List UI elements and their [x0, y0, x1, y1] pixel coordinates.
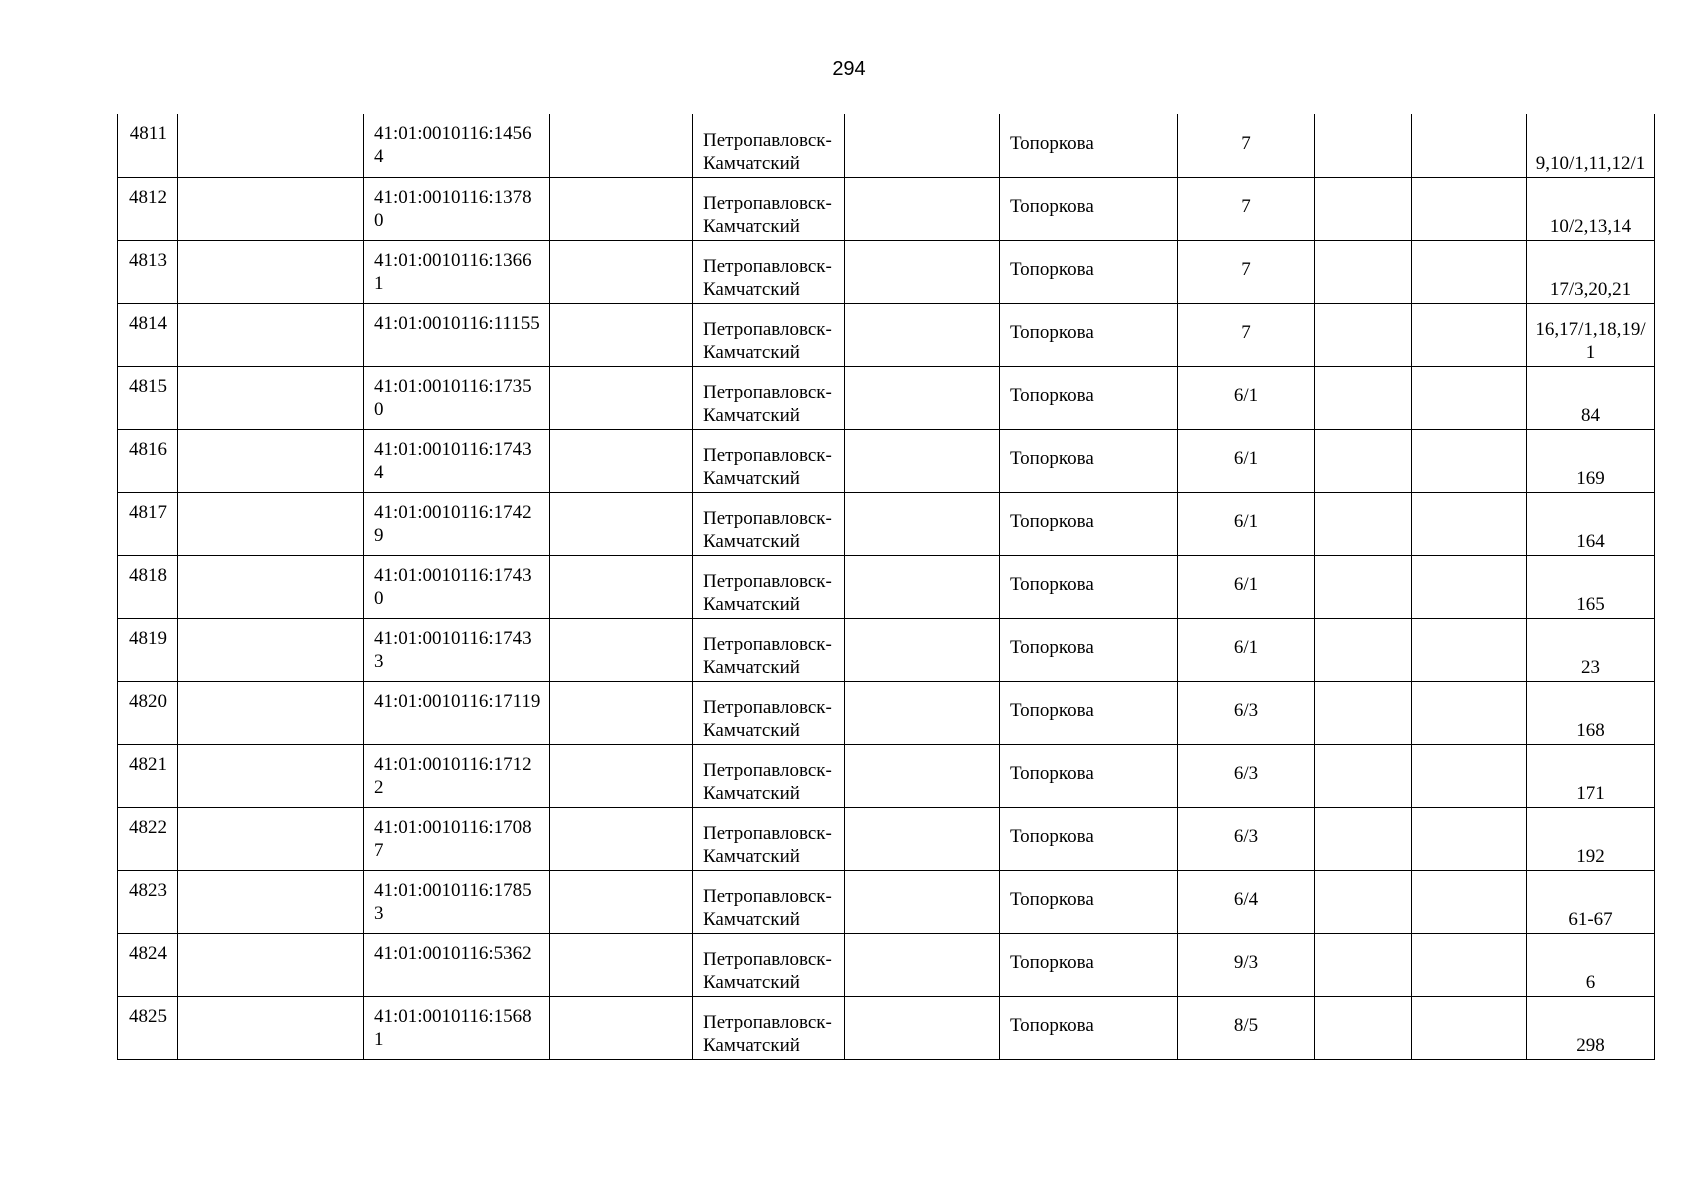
flat-numbers-cell: 9,10/1,11,12/1	[1527, 114, 1655, 177]
cadastral-number-cell: 41:01:0010116:17853	[364, 870, 550, 933]
city-cell: Петропавловск-Камчатский	[693, 807, 845, 870]
empty-cell	[1412, 240, 1527, 303]
empty-cell	[178, 744, 364, 807]
empty-cell	[550, 492, 693, 555]
empty-cell	[178, 681, 364, 744]
empty-cell	[1315, 996, 1412, 1059]
flat-numbers-cell: 84	[1527, 366, 1655, 429]
table-row	[118, 177, 1655, 240]
empty-cell	[1315, 681, 1412, 744]
row-number-cell: 4823	[118, 870, 178, 933]
empty-cell	[178, 492, 364, 555]
flat-numbers-cell: 192	[1527, 807, 1655, 870]
empty-cell	[178, 807, 364, 870]
empty-cell	[550, 555, 693, 618]
empty-cell	[1315, 177, 1412, 240]
empty-cell	[550, 681, 693, 744]
city-cell: Петропавловск-Камчатский	[693, 933, 845, 996]
empty-cell	[1412, 807, 1527, 870]
street-cell: Топоркова	[1000, 744, 1178, 807]
empty-cell	[845, 996, 1000, 1059]
house-number-cell: 6/1	[1178, 429, 1315, 492]
house-number-cell: 6/1	[1178, 492, 1315, 555]
street-cell: Топоркова	[1000, 114, 1178, 177]
empty-cell	[1412, 744, 1527, 807]
cadastral-number-cell: 41:01:0010116:17122	[364, 744, 550, 807]
cadastral-number-cell: 41:01:0010116:17433	[364, 618, 550, 681]
city-cell: Петропавловск-Камчатский	[693, 114, 845, 177]
empty-cell	[550, 366, 693, 429]
flat-numbers-cell: 16,17/1,18,19/1	[1527, 303, 1655, 366]
street-cell: Топоркова	[1000, 240, 1178, 303]
house-number-cell: 7	[1178, 303, 1315, 366]
row-number-cell: 4811	[118, 114, 178, 177]
city-cell: Петропавловск-Камчатский	[693, 681, 845, 744]
empty-cell	[1412, 870, 1527, 933]
empty-cell	[550, 870, 693, 933]
city-cell: Петропавловск-Камчатский	[693, 618, 845, 681]
empty-cell	[178, 429, 364, 492]
empty-cell	[1412, 492, 1527, 555]
empty-cell	[1412, 366, 1527, 429]
registry-table	[117, 114, 1655, 1060]
city-cell: Петропавловск-Камчатский	[693, 303, 845, 366]
empty-cell	[178, 303, 364, 366]
empty-cell	[1315, 933, 1412, 996]
empty-cell	[845, 240, 1000, 303]
street-cell: Топоркова	[1000, 303, 1178, 366]
empty-cell	[178, 870, 364, 933]
empty-cell	[178, 996, 364, 1059]
empty-cell	[1412, 177, 1527, 240]
empty-cell	[845, 177, 1000, 240]
cadastral-number-cell: 41:01:0010116:14564	[364, 114, 550, 177]
empty-cell	[1315, 240, 1412, 303]
empty-cell	[178, 114, 364, 177]
page-number: 294	[832, 58, 866, 80]
house-number-cell: 7	[1178, 177, 1315, 240]
table-row	[118, 807, 1655, 870]
table-row	[118, 429, 1655, 492]
flat-numbers-cell: 10/2,13,14	[1527, 177, 1655, 240]
row-number-cell: 4822	[118, 807, 178, 870]
cadastral-number-cell: 41:01:0010116:11155	[364, 303, 550, 366]
empty-cell	[845, 933, 1000, 996]
cadastral-number-cell: 41:01:0010116:17429	[364, 492, 550, 555]
street-cell: Топоркова	[1000, 933, 1178, 996]
empty-cell	[845, 303, 1000, 366]
row-number-cell: 4825	[118, 996, 178, 1059]
flat-numbers-cell: 61-67	[1527, 870, 1655, 933]
cadastral-number-cell: 41:01:0010116:13661	[364, 240, 550, 303]
empty-cell	[550, 114, 693, 177]
table-row	[118, 492, 1655, 555]
house-number-cell: 8/5	[1178, 996, 1315, 1059]
empty-cell	[845, 744, 1000, 807]
empty-cell	[845, 681, 1000, 744]
cadastral-number-cell: 41:01:0010116:13780	[364, 177, 550, 240]
house-number-cell: 6/1	[1178, 618, 1315, 681]
empty-cell	[1412, 933, 1527, 996]
cadastral-number-cell: 41:01:0010116:17434	[364, 429, 550, 492]
city-cell: Петропавловск-Камчатский	[693, 492, 845, 555]
empty-cell	[845, 114, 1000, 177]
flat-numbers-cell: 171	[1527, 744, 1655, 807]
empty-cell	[178, 366, 364, 429]
empty-cell	[845, 366, 1000, 429]
empty-cell	[1412, 618, 1527, 681]
table-row	[118, 933, 1655, 996]
flat-numbers-cell: 298	[1527, 996, 1655, 1059]
cadastral-number-cell: 41:01:0010116:5362	[364, 933, 550, 996]
row-number-cell: 4819	[118, 618, 178, 681]
house-number-cell: 6/1	[1178, 366, 1315, 429]
empty-cell	[845, 807, 1000, 870]
row-number-cell: 4814	[118, 303, 178, 366]
street-cell: Топоркова	[1000, 870, 1178, 933]
empty-cell	[178, 555, 364, 618]
flat-numbers-cell: 169	[1527, 429, 1655, 492]
street-cell: Топоркова	[1000, 618, 1178, 681]
street-cell: Топоркова	[1000, 492, 1178, 555]
row-number-cell: 4821	[118, 744, 178, 807]
empty-cell	[178, 933, 364, 996]
city-cell: Петропавловск-Камчатский	[693, 555, 845, 618]
empty-cell	[1315, 303, 1412, 366]
row-number-cell: 4824	[118, 933, 178, 996]
empty-cell	[1412, 303, 1527, 366]
empty-cell	[1412, 681, 1527, 744]
empty-cell	[550, 618, 693, 681]
cadastral-number-cell: 41:01:0010116:15681	[364, 996, 550, 1059]
table-row	[118, 555, 1655, 618]
house-number-cell: 6/3	[1178, 744, 1315, 807]
table-row	[118, 996, 1655, 1059]
street-cell: Топоркова	[1000, 366, 1178, 429]
empty-cell	[550, 429, 693, 492]
city-cell: Петропавловск-Камчатский	[693, 870, 845, 933]
empty-cell	[845, 618, 1000, 681]
table-row	[118, 114, 1655, 177]
flat-numbers-cell: 164	[1527, 492, 1655, 555]
flat-numbers-cell: 6	[1527, 933, 1655, 996]
cadastral-number-cell: 41:01:0010116:17119	[364, 681, 550, 744]
row-number-cell: 4813	[118, 240, 178, 303]
street-cell: Топоркова	[1000, 996, 1178, 1059]
cadastral-number-cell: 41:01:0010116:17350	[364, 366, 550, 429]
empty-cell	[845, 555, 1000, 618]
table-row	[118, 366, 1655, 429]
house-number-cell: 7	[1178, 114, 1315, 177]
house-number-cell: 6/1	[1178, 555, 1315, 618]
empty-cell	[550, 177, 693, 240]
empty-cell	[1315, 492, 1412, 555]
empty-cell	[550, 240, 693, 303]
house-number-cell: 6/4	[1178, 870, 1315, 933]
empty-cell	[550, 744, 693, 807]
empty-cell	[550, 807, 693, 870]
row-number-cell: 4812	[118, 177, 178, 240]
table-row	[118, 870, 1655, 933]
table-row	[118, 681, 1655, 744]
table-row	[118, 303, 1655, 366]
city-cell: Петропавловск-Камчатский	[693, 996, 845, 1059]
flat-numbers-cell: 165	[1527, 555, 1655, 618]
table-body	[118, 114, 1655, 1059]
empty-cell	[178, 177, 364, 240]
row-number-cell: 4816	[118, 429, 178, 492]
empty-cell	[1412, 996, 1527, 1059]
empty-cell	[1412, 114, 1527, 177]
empty-cell	[1315, 744, 1412, 807]
row-number-cell: 4817	[118, 492, 178, 555]
empty-cell	[845, 870, 1000, 933]
house-number-cell: 9/3	[1178, 933, 1315, 996]
empty-cell	[1315, 870, 1412, 933]
flat-numbers-cell: 168	[1527, 681, 1655, 744]
table-row	[118, 744, 1655, 807]
house-number-cell: 7	[1178, 240, 1315, 303]
empty-cell	[178, 240, 364, 303]
street-cell: Топоркова	[1000, 177, 1178, 240]
row-number-cell: 4818	[118, 555, 178, 618]
empty-cell	[178, 618, 364, 681]
street-cell: Топоркова	[1000, 429, 1178, 492]
flat-numbers-cell: 23	[1527, 618, 1655, 681]
row-number-cell: 4820	[118, 681, 178, 744]
empty-cell	[845, 429, 1000, 492]
city-cell: Петропавловск-Камчатский	[693, 366, 845, 429]
empty-cell	[550, 996, 693, 1059]
flat-numbers-cell: 17/3,20,21	[1527, 240, 1655, 303]
street-cell: Топоркова	[1000, 807, 1178, 870]
row-number-cell: 4815	[118, 366, 178, 429]
empty-cell	[845, 492, 1000, 555]
street-cell: Топоркова	[1000, 555, 1178, 618]
empty-cell	[1315, 429, 1412, 492]
city-cell: Петропавловск-Камчатский	[693, 240, 845, 303]
city-cell: Петропавловск-Камчатский	[693, 177, 845, 240]
empty-cell	[1315, 618, 1412, 681]
house-number-cell: 6/3	[1178, 807, 1315, 870]
empty-cell	[1412, 555, 1527, 618]
house-number-cell: 6/3	[1178, 681, 1315, 744]
empty-cell	[1315, 807, 1412, 870]
street-cell: Топоркова	[1000, 681, 1178, 744]
city-cell: Петропавловск-Камчатский	[693, 429, 845, 492]
table-row	[118, 618, 1655, 681]
cadastral-number-cell: 41:01:0010116:17430	[364, 555, 550, 618]
cadastral-number-cell: 41:01:0010116:17087	[364, 807, 550, 870]
empty-cell	[1315, 366, 1412, 429]
empty-cell	[1315, 555, 1412, 618]
empty-cell	[550, 933, 693, 996]
empty-cell	[1412, 429, 1527, 492]
city-cell: Петропавловск-Камчатский	[693, 744, 845, 807]
table-row	[118, 240, 1655, 303]
empty-cell	[1315, 114, 1412, 177]
empty-cell	[550, 303, 693, 366]
